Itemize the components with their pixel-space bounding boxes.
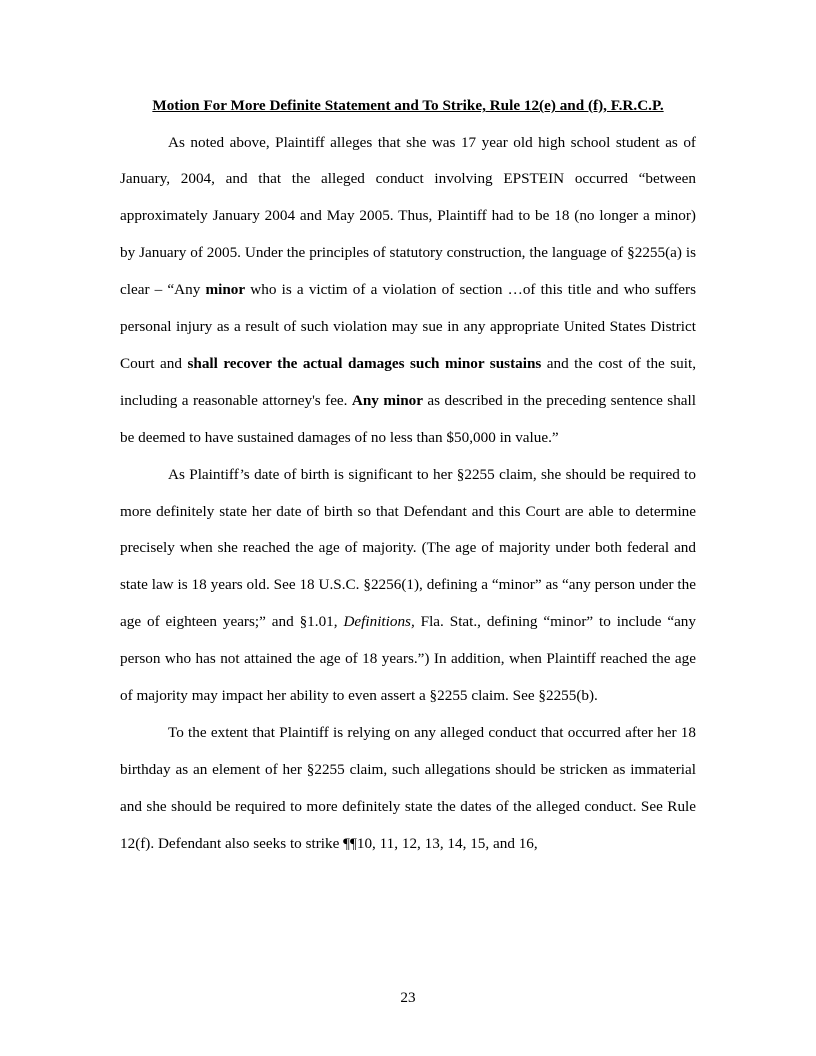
paragraph-date-of-birth xyxy=(120,457,696,715)
bold-run: minor xyxy=(205,281,246,299)
section-heading: Motion For More Definite Statement and To Strike, Rule 12(e) and (f), F.R.C.P. xyxy=(152,97,664,114)
page-number: 23 xyxy=(400,989,416,1006)
paragraph-motion-to-strike xyxy=(120,715,696,863)
text-run: who is a victim of a violation of section …of this title and who suffers personal injury as a result of such violation may sue in any appropriate United States District Court and xyxy=(120,281,696,372)
text-run: Fla. Stat., defining “minor” to include “any person who has not attained the age of 18 years.”) In addition, when Plaintiff reached the age of majority may impact her ability to even assert a §2255 claim. See §2255(b). xyxy=(120,613,696,705)
paragraph-statutory-construction xyxy=(120,125,696,457)
bold-run: shall recover the actual damages such minor sustains xyxy=(187,354,542,372)
document-page xyxy=(120,94,696,863)
italic-run: Definitions, xyxy=(343,613,415,631)
text-run: As Plaintiff’s date of birth is significant to her §2255 claim, she should be required to more definitely state her date of birth so that Defendant and this Court are able to determine precisely when she reached the age of majority. (The age of majority under both federal and state law is 18 years old. See 18 U.S.C. §2256(1), defining a “minor” as “any person under the age of eighteen years;” and §1.01, xyxy=(120,465,696,631)
bold-run: Any minor xyxy=(351,391,423,409)
text-run: and the cost of the suit, including a reasonable attorney's fee. xyxy=(120,354,696,409)
text-run: as described in the preceding sentence shall be deemed to have sustained damages of no less than $50,000 in value.” xyxy=(120,391,696,446)
text-run: As noted above, Plaintiff alleges that she was 17 year old high school student as of January, 2004, and that the alleged conduct involving EPSTEIN occurred “between approximately January 2004 and May 2005. Thus, Plaintiff had to be 18 (no longer a minor) by January of 2005. Under the principles of statutory construction, the language of §2255(a) is clear – “Any xyxy=(120,133,696,299)
text-run: To the extent that Plaintiff is relying on any alleged conduct that occurred after her 18 birthday as an element of her §2255 claim, such allegations should be stricken as immaterial and she should be required to more definitely state the dates of the alleged conduct. See Rule 12(f). Defendant also seeks to strike ¶¶10, 11, 12, 13, 14, 15, and 16, xyxy=(120,724,696,852)
